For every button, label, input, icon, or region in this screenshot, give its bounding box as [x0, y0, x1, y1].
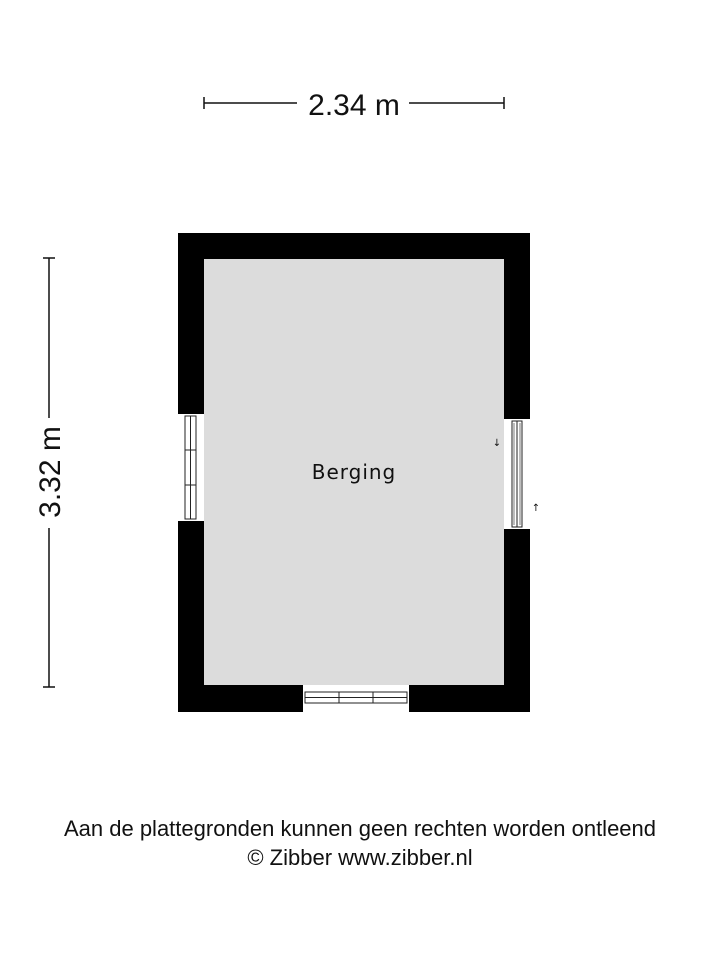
width-dimension	[204, 89, 504, 122]
disclaimer-text: Aan de plattegronden kunnen geen rechten worden ontleend	[63, 816, 657, 841]
width-label: 2.34 m	[308, 89, 400, 122]
room-label: Berging	[311, 460, 397, 484]
window-left	[178, 414, 204, 521]
arrow-up-icon: ↑	[531, 503, 541, 514]
height-label: 3.32 m	[34, 426, 67, 518]
arrow-down-icon: ↓	[492, 438, 502, 449]
window-bottom	[303, 685, 409, 712]
height-dimension	[34, 258, 67, 687]
credit-text: © Zibber www.zibber.nl	[247, 845, 473, 870]
